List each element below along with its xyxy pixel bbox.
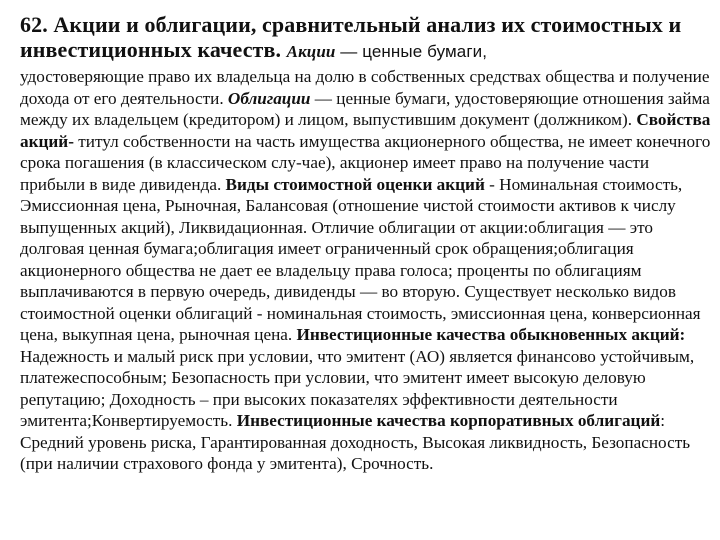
- text-segment: Надежность и малый риск при условии, что эмитент (АО) является финансово устойчивым, платежеспособным; Безопасность при условии, что эмитент имеет высокую деловую репутацию; Доходность – при высоких показателях эффективности деятельности эмитента;Конвертируемость.: [20, 346, 695, 430]
- title-text: 62. Акции и облигации, сравнительный анализ их стоимостных и инвестиционных качеств.: [20, 12, 682, 62]
- term-obligacii: Облигации: [227, 88, 311, 108]
- term-akcii: Акции: [286, 42, 336, 61]
- heading-invest-obligacii: Инвестиционные качества корпоративных облигаций: [236, 411, 661, 430]
- akcii-definition-start: — ценные бумаги,: [335, 42, 488, 61]
- heading-invest-akcii: Инвестиционные качества обыкновенных акций:: [296, 325, 686, 344]
- heading-vidy-ocenki: Виды стоимостной оценки акций: [225, 174, 485, 194]
- text-segment: удостоверяющие право их владельца на долю в собственных средствах общества и получение дохода от его деятельности.: [20, 67, 710, 108]
- text-segment: титул собственности на часть имущества акционерного общества, не имеет конечного срока погашения (в классическом слу-чае), акционер имеет право на получение части прибыли в виде дивиденда.: [20, 131, 711, 194]
- text-segment: — ценные бумаги, удостоверяющие отношения займа между их владельцем (кредитором) и лицом, выпустившим документ (должником).: [20, 88, 710, 129]
- page-title: [20, 12, 716, 64]
- heading-svoistva-akcii: Свойства акций-: [20, 110, 711, 151]
- document-page: [20, 12, 716, 475]
- text-segment: : Средний уровень риска, Гарантированная доходность, Высокая ликвидность, Безопасность (при наличии страхового фонда у эмитента), Срочность.: [20, 411, 691, 473]
- body-paragraph: [20, 66, 716, 475]
- text-segment: - Номинальная стоимость, Эмиссионная цена, Рыночная, Балансовая (отношение чистой стоимости активов к числу выпущенных акций), Ликвидационная. Отличие облигации от акции:облигация — это долговая ценная бумага;облигация имеет ограниченный срок обращения;облигация акционерного общества не дает ее владельцу права голоса; проценты по облигациям выплачиваются в первую очередь, дивиденды — во вторую. Существует несколько видов стоимостной оценки облигаций - номинальная стоимость, эмиссионная цена, конверсионная цена, выкупная цена, рыночная цена.: [20, 174, 701, 344]
